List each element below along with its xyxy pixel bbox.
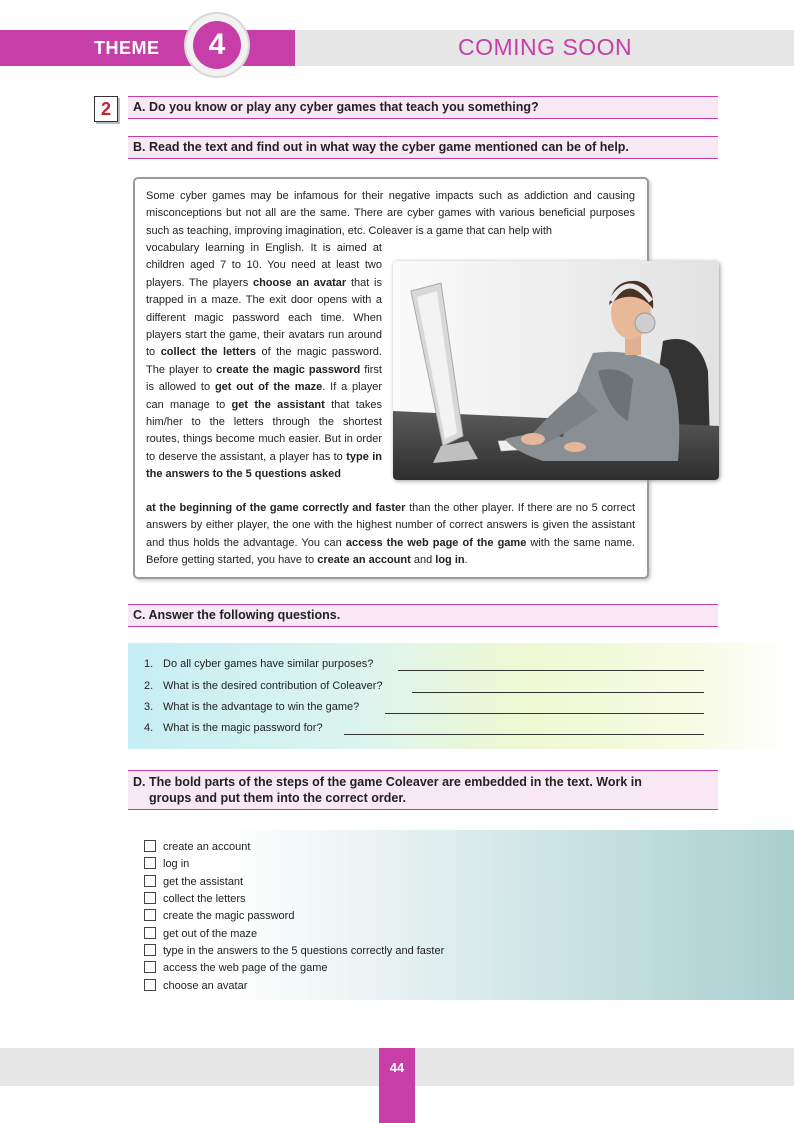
question-item: 3. What is the advantage to win the game? — [144, 701, 360, 713]
checkbox[interactable] — [144, 840, 156, 852]
bold-collect-letters: collect the letters — [160, 346, 257, 359]
answer-line-2[interactable] — [412, 692, 704, 693]
question-item: 2. What is the desired contribution of Coleaver? — [144, 680, 383, 692]
checkbox[interactable] — [144, 944, 156, 956]
checklist-item: collect the letters — [144, 892, 246, 906]
answer-line-1[interactable] — [398, 670, 704, 671]
theme-number: 4 — [193, 21, 241, 69]
page-number: 44 — [389, 1060, 405, 1075]
bold-create-account: create an account — [317, 554, 411, 567]
bold-log-in: log in — [435, 554, 465, 567]
checklist-item: choose an avatar — [144, 979, 247, 993]
checklist-item: create an account — [144, 840, 250, 854]
checklist-item: get the assistant — [144, 875, 243, 889]
bold-choose-avatar: choose an avatar — [252, 276, 347, 289]
question-item: 4. What is the magic password for? — [144, 722, 323, 734]
checkbox[interactable] — [144, 909, 156, 921]
bold-type-answers-2: at the beginning of the game correctly and faster — [146, 502, 406, 514]
reading-paragraph-wrap: vocabulary learning in English. It is aimed at children aged 7 to 10. You need at least two players. The players choose an avatar that is trapped in a maze. The exit door opens with a different magic password each time. When players start the game, their avatars run around to collect the letters of the magic password. The player to create the magic password first is allowed to get out of the maze. If a player can manage to get the assistant that takes him/her to the letters through the shortest routes, things become much easier. But in order to deserve the assistant, a player has to type in the answers to the 5 questions asked — [146, 242, 383, 481]
checkbox[interactable] — [144, 875, 156, 887]
checklist-item: type in the answers to the 5 questions correctly and faster — [144, 944, 444, 958]
reading-paragraph-end: at the beginning of the game correctly and faster than the other player. If there are no 5 correct answers by either player, the one with the highest number of correct answers is given the assistant and thus holds the advantage. You can access the web page of the game with the same name. Before getting started, you have to create an account and log in. — [146, 502, 635, 567]
checklist-item: log in — [144, 857, 189, 871]
section-number: 2 — [94, 96, 118, 122]
checkbox[interactable] — [144, 857, 156, 869]
section-a-heading: A. Do you know or play any cyber games that teach you something? — [128, 96, 718, 119]
theme-label: THEME — [94, 38, 160, 58]
unit-title: COMING SOON — [458, 34, 633, 60]
bold-type-answers-1: type in the answers to the 5 questions asked — [146, 450, 383, 481]
checkbox[interactable] — [144, 979, 156, 991]
section-d-heading: D. The bold parts of the steps of the game Coleaver are embedded in the text. Work in groups and put them into the correct order. — [128, 770, 718, 810]
bold-get-out: get out of the maze — [214, 381, 323, 394]
answer-line-3[interactable] — [385, 713, 704, 714]
gamer-illustration — [393, 261, 719, 480]
section-c-heading: C. Answer the following questions. — [128, 604, 718, 627]
checkbox[interactable] — [144, 961, 156, 973]
bold-access-web: access the web page of the game — [345, 536, 527, 549]
reading-paragraph-intro: Some cyber games may be infamous for their negative impacts such as addiction and causing misconceptions but not all are the same. There are cyber games with various beneficial purposes such as teaching, improving imagination, etc. Coleaver is a game that can help with — [146, 190, 635, 237]
checklist-item: access the web page of the game — [144, 961, 328, 975]
section-b-heading: B. Read the text and find out in what way the cyber game mentioned can be of help. — [128, 136, 718, 159]
bold-get-assistant: get the assistant — [231, 398, 325, 411]
gamer-photo — [393, 261, 719, 480]
checkbox[interactable] — [144, 927, 156, 939]
question-item: 1. Do all cyber games have similar purposes? — [144, 658, 374, 670]
checklist-item: get out of the maze — [144, 927, 257, 941]
answer-line-4[interactable] — [344, 734, 704, 735]
checklist-item: create the magic password — [144, 909, 294, 923]
bold-create-password: create the magic password — [216, 363, 361, 376]
checkbox[interactable] — [144, 892, 156, 904]
